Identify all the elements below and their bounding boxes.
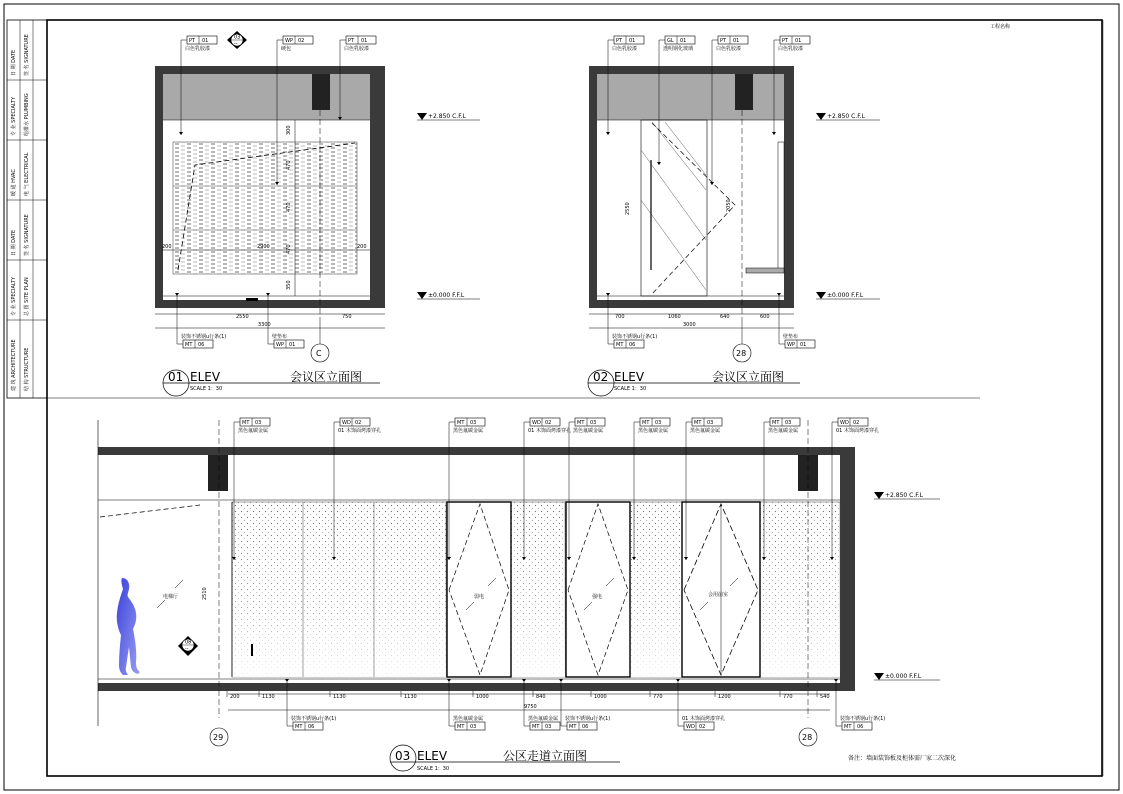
title-block-cell: 总 图 SITE PLAN (24, 277, 30, 316)
dim-03-seg-2: 1130 (333, 694, 346, 700)
svg-text:MT: MT (457, 724, 465, 730)
svg-text:--: -- (234, 40, 238, 47)
svg-text:±0.000 F.F.L: ±0.000 F.F.L (428, 292, 465, 299)
svg-text:03: 03 (707, 420, 714, 426)
grid-bubble-28b (799, 728, 817, 746)
svg-text:06: 06 (198, 342, 205, 348)
floor-slab (155, 300, 385, 308)
svg-text:C: C (316, 349, 322, 358)
svg-text:黑色氟碳金属: 黑色氟碳金属 (453, 716, 484, 722)
svg-text:±0.000 F.F.L: ±0.000 F.F.L (885, 673, 922, 680)
svg-text:WD: WD (686, 724, 695, 730)
svg-text:白色乳胶漆: 白色乳胶漆 (185, 46, 211, 52)
svg-text:MT: MT (457, 420, 465, 426)
svg-text:会议区立面图: 会议区立面图 (290, 370, 363, 384)
svg-text:01: 01 (680, 38, 687, 44)
dim-01-b: 750 (342, 314, 352, 320)
svg-text:MT: MT (577, 420, 585, 426)
svg-text:黑色氟碳金属: 黑色氟碳金属 (238, 428, 269, 434)
svg-text:白色乳胶漆: 白色乳胶漆 (778, 46, 804, 52)
dim-03-seg-1: 1130 (262, 694, 275, 700)
svg-text:02: 02 (355, 420, 362, 426)
svg-text:28: 28 (736, 349, 747, 358)
grid-bubble-29 (210, 728, 228, 746)
dim-01-v3: 470 (286, 202, 292, 212)
svg-text:硬包: 硬包 (281, 46, 292, 52)
svg-text:装饰不锈钢u行条(1): 装饰不锈钢u行条(1) (840, 716, 886, 722)
svg-text:黑色氟碳金属: 黑色氟碳金属 (768, 428, 799, 434)
title-block-cell: 签 名 SIGNATURE (24, 34, 30, 76)
svg-text:SCALE 1：30: SCALE 1：30 (417, 766, 450, 772)
svg-text:黑色氟碳金属: 黑色氟碳金属 (638, 428, 669, 434)
level-ceiling-01 (417, 113, 480, 120)
title-block-cell: 建 筑 ARCHITECTURE (11, 339, 17, 391)
dim-01-a: 2550 (236, 314, 249, 320)
ceiling-void (163, 74, 370, 120)
svg-text:01: 01 (168, 370, 184, 384)
svg-text:PT: PT (720, 38, 727, 44)
svg-text:装饰不锈钢u行条(1): 装饰不锈钢u行条(1) (612, 334, 658, 340)
svg-text:01: 01 (733, 38, 740, 44)
svg-text:壁垫布: 壁垫布 (272, 334, 288, 340)
dim-03-seg-3: 1130 (404, 694, 417, 700)
svg-text:白色乳胶漆: 白色乳胶漆 (344, 46, 370, 52)
svg-text:+2.850 C.F.L: +2.850 C.F.L (885, 492, 923, 499)
svg-text:WP: WP (787, 342, 795, 348)
svg-text:弱电: 弱电 (474, 594, 485, 600)
svg-text:透明钢化玻璃: 透明钢化玻璃 (663, 46, 694, 52)
svg-text:黑色氟碳金属: 黑色氟碳金属 (573, 428, 604, 434)
svg-text:MT: MT (642, 420, 650, 426)
elevation-02 (588, 36, 880, 396)
svg-text:SCALE 1：30: SCALE 1：30 (190, 386, 223, 392)
svg-text:GL: GL (667, 38, 674, 44)
svg-text:PT: PT (189, 38, 196, 44)
svg-text:MT: MT (844, 724, 852, 730)
elevation-01 (155, 31, 480, 396)
svg-text:01 木饰面烤漆穿孔: 01 木饰面烤漆穿孔 (338, 428, 381, 434)
level-floor-03 (874, 673, 940, 680)
svg-text:08: 08 (185, 639, 192, 646)
svg-text:01: 01 (629, 38, 636, 44)
svg-text:03: 03 (395, 749, 411, 763)
ceiling-slab (155, 66, 385, 74)
svg-text:WP: WP (285, 38, 293, 44)
dim-01-v2: 470 (286, 160, 292, 170)
dim-02-v1: 2550 (625, 202, 631, 215)
dim-02-c: 640 (720, 314, 730, 320)
svg-text:MT: MT (242, 420, 250, 426)
svg-text:ELEV: ELEV (417, 749, 448, 763)
svg-text:02: 02 (298, 38, 305, 44)
dim-01-p1: 200 (162, 244, 172, 250)
svg-text:03: 03 (234, 34, 241, 41)
dim-03-seg-4: 1000 (476, 694, 489, 700)
title-block (7, 20, 47, 398)
section-tag-03 (178, 636, 198, 656)
dim-02-d: 600 (760, 314, 770, 320)
level-ceiling-03 (874, 492, 940, 499)
dim-01-v5: 350 (286, 280, 292, 290)
svg-text:MT: MT (532, 724, 540, 730)
section-tag-01 (227, 31, 247, 49)
svg-text:壁垫布: 壁垫布 (783, 334, 799, 340)
svg-text:白色乳胶漆: 白色乳胶漆 (716, 46, 742, 52)
svg-text:PT: PT (616, 38, 623, 44)
title-block-cell: 结 构 STRUCTURE (24, 347, 30, 391)
dim-03-seg-10: 540 (820, 694, 830, 700)
svg-text:--: -- (185, 645, 189, 652)
title-block-cell: 签 名 SIGNATURE (24, 214, 30, 256)
door-weak-current (447, 502, 511, 677)
svg-text:MT: MT (772, 420, 780, 426)
svg-text:+2.850 C.F.L: +2.850 C.F.L (428, 113, 466, 120)
dim-01-p2: 2900 (257, 244, 270, 250)
svg-text:06: 06 (582, 724, 589, 730)
svg-text:03: 03 (655, 420, 662, 426)
svg-text:电梯厅: 电梯厅 (163, 594, 179, 600)
svg-text:03: 03 (590, 420, 597, 426)
view-title-02 (588, 370, 800, 396)
dim-03-seg-7: 770 (653, 694, 663, 700)
wall-panel (173, 142, 357, 274)
dim-03-seg-9: 770 (783, 694, 793, 700)
svg-text:01: 01 (202, 38, 209, 44)
dim-03-seg-6: 1000 (594, 694, 607, 700)
title-block-cell: 专 业 SPECIALTY (11, 276, 17, 316)
svg-text:装饰不锈钢u行条(1): 装饰不锈钢u行条(1) (565, 716, 611, 722)
svg-text:+2.850 C.F.L: +2.850 C.F.L (827, 113, 865, 120)
svg-text:WD: WD (532, 420, 541, 426)
svg-text:会用前室: 会用前室 (708, 592, 729, 598)
level-floor-02 (816, 292, 880, 299)
svg-text:MT: MT (185, 342, 193, 348)
title-block-cell: 日 期 DATE (11, 229, 17, 256)
svg-text:03: 03 (545, 724, 552, 730)
svg-text:01 木饰面烤漆穿孔: 01 木饰面烤漆穿孔 (682, 716, 725, 722)
view-title-01 (163, 370, 380, 396)
svg-text:03: 03 (785, 420, 792, 426)
svg-text:±0.000 F.F.L: ±0.000 F.F.L (827, 292, 864, 299)
svg-text:装饰不锈钢u行条(1): 装饰不锈钢u行条(1) (291, 716, 337, 722)
person-figure-icon (117, 576, 140, 675)
svg-text:黑色氟碳金属: 黑色氟碳金属 (453, 428, 484, 434)
svg-text:MT: MT (694, 420, 702, 426)
level-ceiling-02 (816, 113, 880, 120)
svg-text:ELEV: ELEV (614, 370, 645, 384)
corner-note: 工程名称 (990, 24, 1011, 30)
svg-text:01 木饰面烤漆穿孔: 01 木饰面烤漆穿孔 (528, 428, 571, 434)
svg-text:03: 03 (255, 420, 262, 426)
svg-text:黑色氟碳金属: 黑色氟碳金属 (690, 428, 721, 434)
grid-bubble-28a (733, 320, 751, 362)
svg-text:MT: MT (569, 724, 577, 730)
svg-text:28: 28 (802, 733, 813, 742)
title-block-cell: 专 业 SPECIALTY (11, 96, 17, 136)
svg-text:WD: WD (342, 420, 351, 426)
svg-text:装饰不锈钢u行条(1): 装饰不锈钢u行条(1) (181, 334, 227, 340)
room-label-elevator-hall (157, 580, 183, 608)
svg-text:白色乳胶漆: 白色乳胶漆 (612, 46, 638, 52)
right-wall (370, 66, 385, 308)
dim-03-vert: 2510 (202, 587, 208, 600)
dim-02-v2: 2050 (726, 199, 732, 212)
dim-02-total: 3000 (683, 322, 696, 328)
svg-text:WP: WP (276, 342, 284, 348)
door-strong-current (566, 502, 630, 677)
title-block-cell: 电 气 ELECTRICAL (24, 152, 30, 196)
svg-text:02: 02 (853, 420, 860, 426)
svg-text:WD: WD (840, 420, 849, 426)
view-title-03 (390, 745, 620, 772)
svg-text:03: 03 (470, 724, 477, 730)
title-block-cell: 日 期 DATE (11, 49, 17, 76)
svg-text:06: 06 (857, 724, 864, 730)
svg-text:ELEV: ELEV (190, 370, 221, 384)
elevation-03 (98, 418, 956, 772)
svg-text:MT: MT (616, 342, 624, 348)
dim-01-p3: 200 (357, 244, 367, 250)
svg-text:公区走道立面图: 公区走道立面图 (503, 749, 588, 763)
dim-03-seg-5: 840 (536, 694, 546, 700)
title-block-cell: 暖 通 HVAC (11, 169, 17, 196)
dim-02-b: 1060 (668, 314, 681, 320)
svg-text:06: 06 (308, 724, 315, 730)
svg-text:02: 02 (593, 370, 609, 384)
dim-01-v1: 300 (286, 125, 292, 135)
svg-text:SCALE 1：30: SCALE 1：30 (614, 386, 647, 392)
svg-text:01: 01 (800, 342, 807, 348)
svg-text:PT: PT (348, 38, 355, 44)
left-wall (155, 66, 163, 308)
dim-02-a: 700 (615, 314, 625, 320)
svg-text:会议区立面图: 会议区立面图 (712, 370, 785, 384)
svg-text:PT: PT (782, 38, 789, 44)
svg-text:03: 03 (470, 420, 477, 426)
svg-text:01: 01 (361, 38, 368, 44)
grid-bubble-C (311, 320, 329, 362)
beam (312, 74, 330, 110)
dim-03-seg-0: 200 (230, 694, 240, 700)
svg-text:MT: MT (295, 724, 303, 730)
svg-text:02: 02 (699, 724, 706, 730)
svg-text:02: 02 (545, 420, 552, 426)
title-block-cell: 给排水 PLUMBING (24, 93, 30, 136)
dim-03-total: 9750 (524, 704, 537, 710)
level-floor-01 (417, 292, 480, 299)
svg-text:01 木饰面烤漆穿孔: 01 木饰面烤漆穿孔 (836, 428, 879, 434)
svg-text:01: 01 (289, 342, 296, 348)
svg-text:01: 01 (795, 38, 802, 44)
svg-text:29: 29 (213, 733, 224, 742)
dim-03-seg-8: 1200 (718, 694, 731, 700)
sheet-note: 备注：墙面装饰板及柜体需厂家二次深化 (848, 755, 957, 762)
dim-01-v4: 470 (286, 244, 292, 254)
svg-text:强电: 强电 (592, 594, 603, 600)
dim-01-total: 3300 (258, 322, 271, 328)
svg-text:06: 06 (629, 342, 636, 348)
svg-text:黑色氟碳金属: 黑色氟碳金属 (528, 716, 559, 722)
